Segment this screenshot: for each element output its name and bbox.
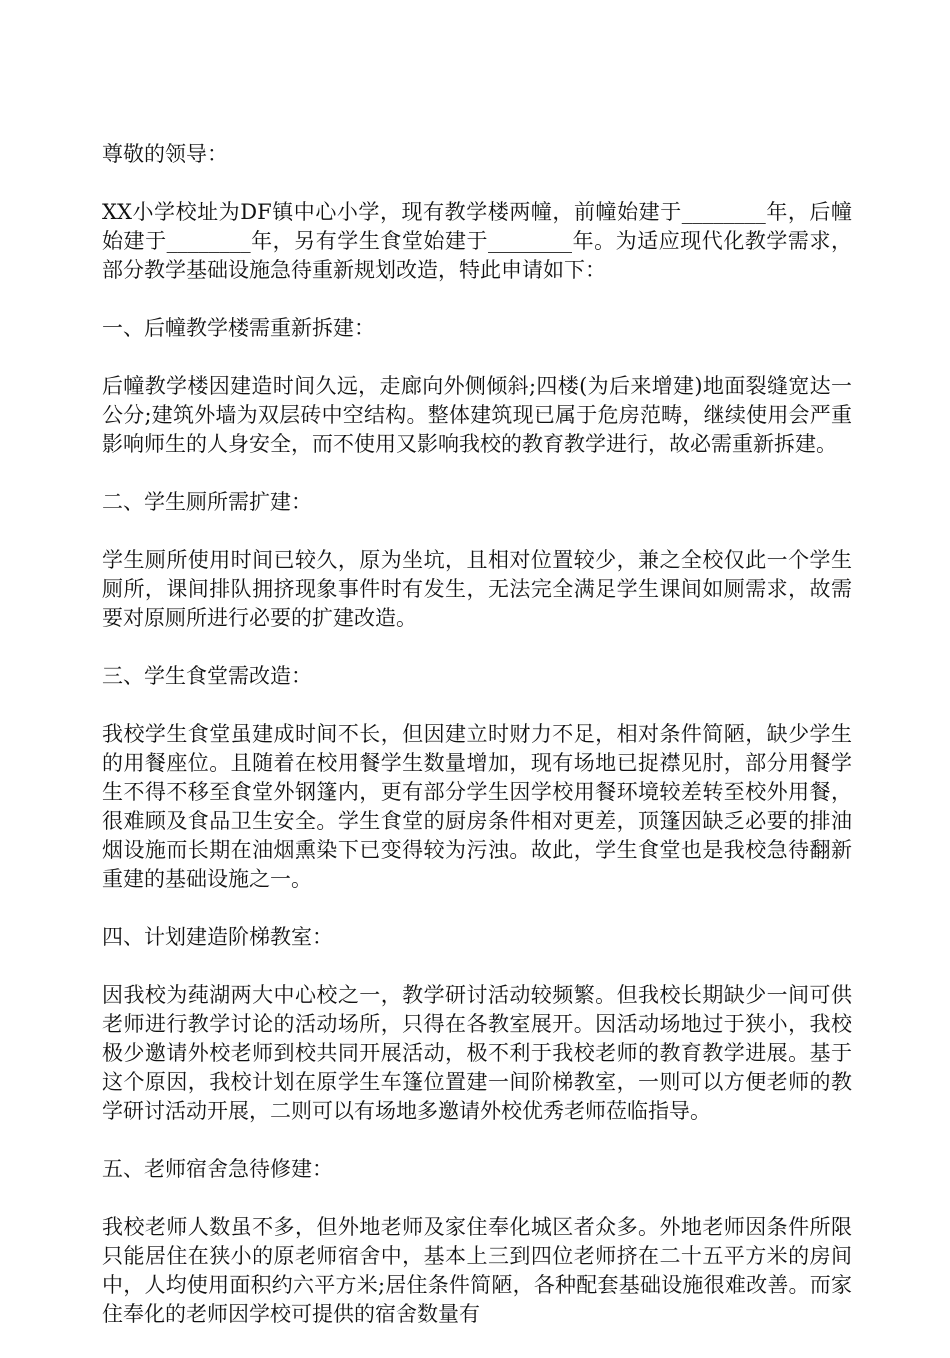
document-page — [102, 140, 852, 1358]
section-1-body: 后幢教学楼因建造时间久远，走廊向外侧倾斜;四楼(为后来增建)地面裂缝宽达一公分;建筑外墙为双层砖中空结构。整体建筑现已属于危房范畴，继续使用会严重影响师生的人身安全，而不使用又影响我校的教育教学进行，故必需重新拆建。 — [102, 374, 852, 456]
salutation: 尊敬的领导： — [102, 142, 228, 166]
section-3-body: 我校学生食堂虽建成时间不长，但因建立时财力不足，相对条件简陋，缺少学生的用餐座位。且随着在校用餐学生数量增加，现有场地已捉襟见肘，部分用餐学生不得不移至食堂外钢篷内，更有部分学生因学校用餐环境较差转至校外用餐，很难顾及食品卫生安全。学生食堂的厨房条件相对更差，顶篷因缺乏必要的排油烟设施而长期在油烟熏染下已变得较为污浊。故此，学生食堂也是我校急待翻新重建的基础设施之一。 — [102, 722, 852, 891]
section-5-body: 我校老师人数虽不多，但外地老师及家住奉化城区者众多。外地老师因条件所限只能居住在狭小的原老师宿舍中，基本上三到四位老师挤在二十五平方米的房间中，人均使用面积约六平方米;居住条件简陋，各种配套基础设施很难改善。而家住奉化的老师因学校可提供的宿舍数量有 — [102, 1215, 852, 1326]
section-4-heading: 四、计划建造阶梯教室： — [102, 925, 333, 949]
section-2-heading: 二、学生厕所需扩建： — [102, 490, 312, 514]
section-3-heading: 三、学生食堂需改造： — [102, 664, 312, 688]
section-5-heading: 五、老师宿舍急待修建： — [102, 1157, 333, 1181]
section-1-heading: 一、后幢教学楼需重新拆建： — [102, 316, 375, 340]
intro-paragraph: XX小学校址为DF镇中心小学，现有教学楼两幢，前幢始建于________年，后幢始建于________年，另有学生食堂始建于________年。为适应现代化教学需求，部分教学基础设施急待重新规划改造，特此申请如下： — [102, 200, 852, 282]
section-4-body: 因我校为莼湖两大中心校之一，教学研讨活动较频繁。但我校长期缺少一间可供老师进行教学讨论的活动场所，只得在各教室展开。因活动场地过于狭小，我校极少邀请外校老师到校共同开展活动，极不利于我校老师的教育教学进展。基于这个原因，我校计划在原学生车篷位置建一间阶梯教室，一则可以方便老师的教学研讨活动开展，二则可以有场地多邀请外校优秀老师莅临指导。 — [102, 983, 852, 1123]
section-2-body: 学生厕所使用时间已较久，原为坐坑，且相对位置较少，兼之全校仅此一个学生厕所，课间排队拥挤现象事件时有发生，无法完全满足学生课间如厕需求，故需要对原厕所进行必要的扩建改造。 — [102, 548, 852, 630]
